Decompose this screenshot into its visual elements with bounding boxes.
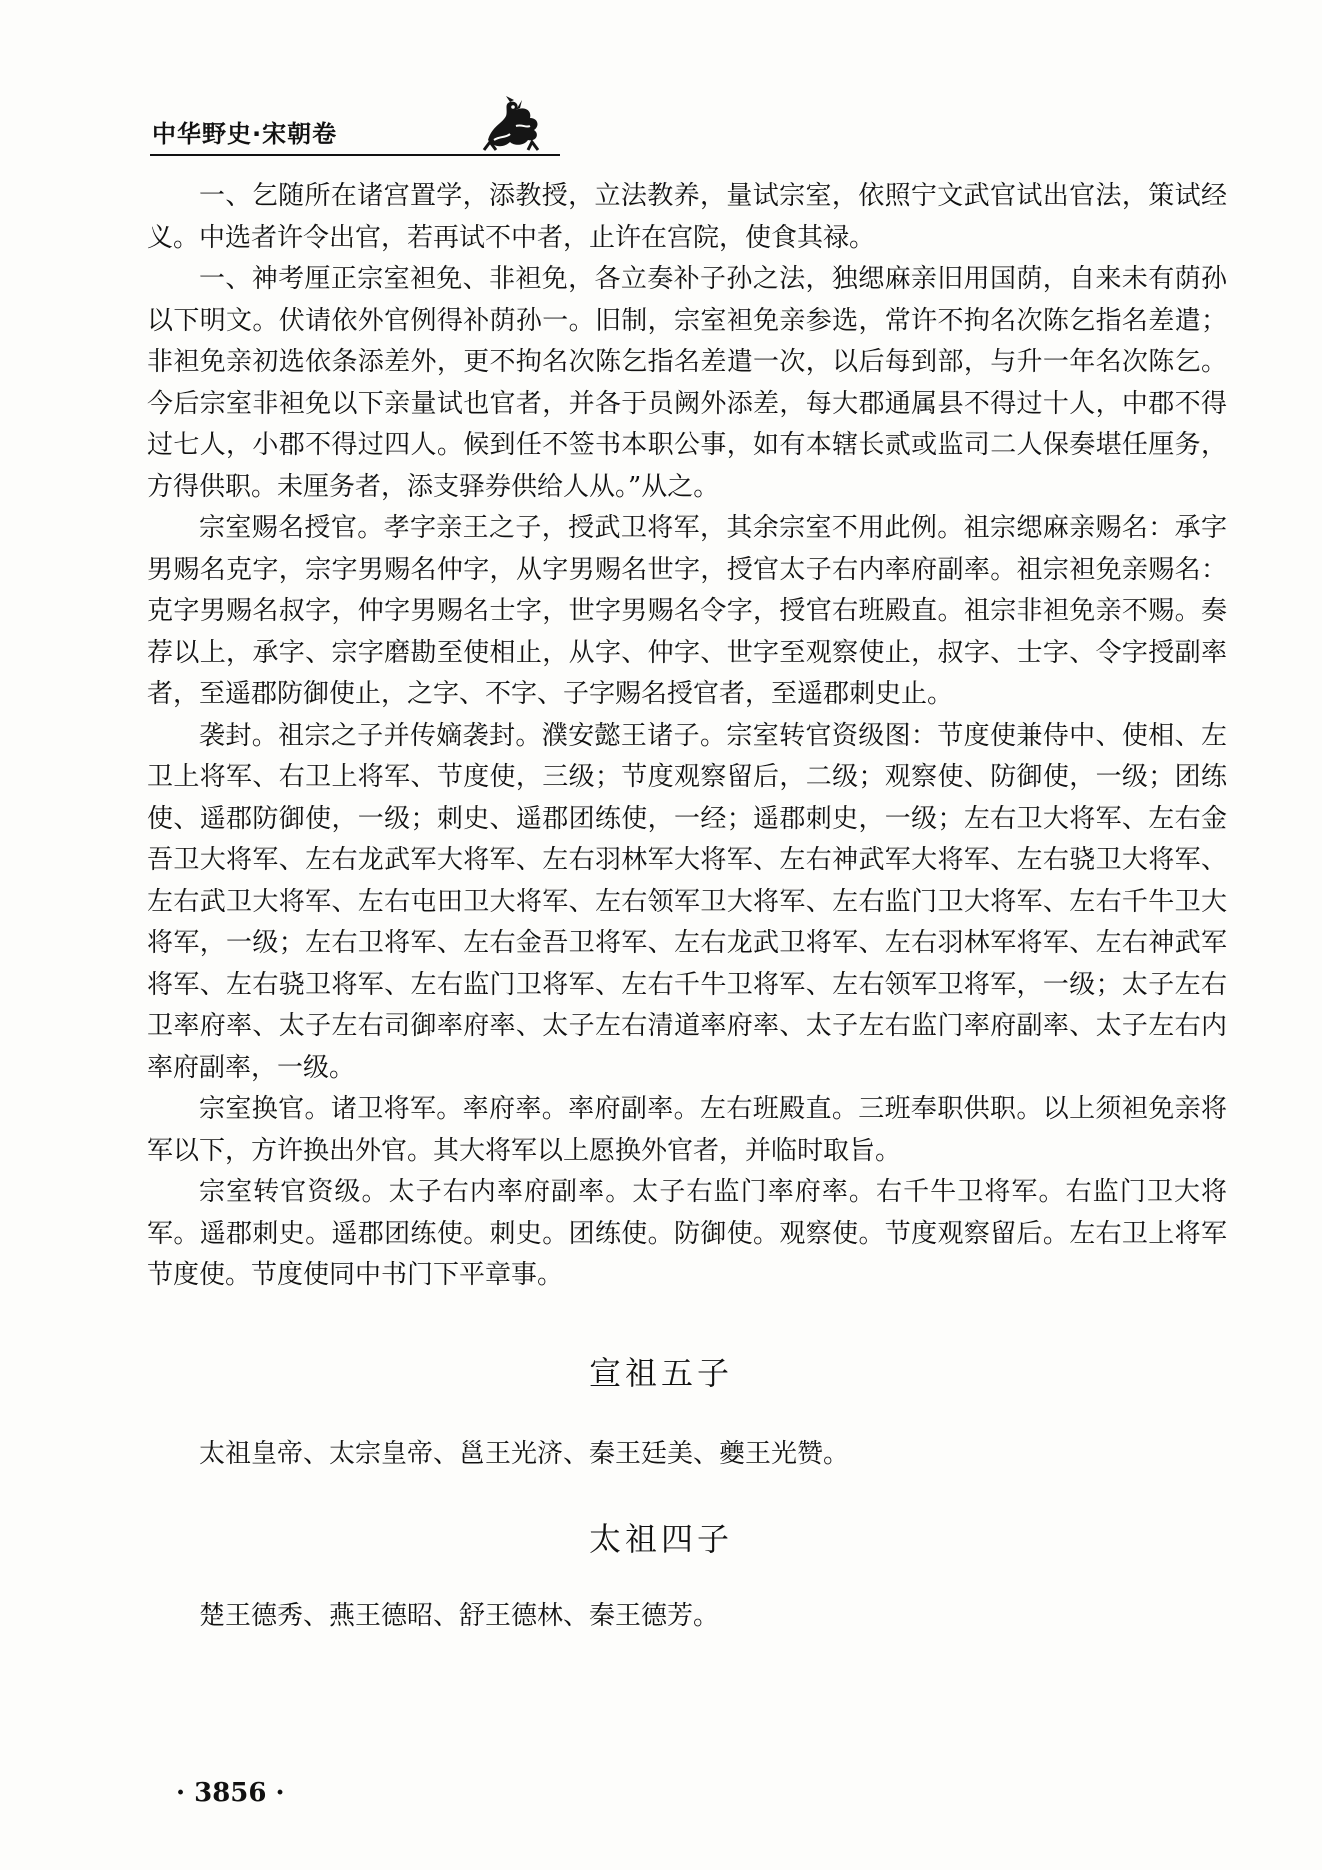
paragraph-6: 宗室转官资级。太子右内率府副率。太子右监门率府率。右千牛卫将军。右监门卫大将军。遥郡刺史。遥郡团练使。刺史。团练使。防御使。观察使。节度观察留后。左右卫上将军节度使。节度使同中书门下平章事。 [147,1177,1227,1290]
section-text-xuanzu: 太祖皇帝、太宗皇帝、邕王光济、秦王廷美、夔王光赞。 [199,1439,850,1469]
section-heading-taizu: 太祖四子 [588,1520,733,1558]
book-title: 中华野史·宋朝卷 [152,120,338,148]
running-header [150,104,560,156]
main-text [147,176,1227,1297]
paragraph-3: 宗室赐名授官。孝字亲王之子，授武卫将军，其余宗室不用此例。祖宗缌麻亲赐名：承字男赐名克字，宗字男赐名仲字，从字男赐名世字，授官太子右内率府副率。祖宗袒免亲赐名：克字男赐名叔字，仲字男赐名士字，世字男赐名令字，授官右班殿直。祖宗非袒免亲不赐。奏荐以上，承字、宗字磨勘至使相止，从字、仲字、世字至观察使止，叔字、士字、令字授副率者，至遥郡防御使止，之字、不字、子字赐名授官者，至遥郡刺史止。 [147,513,1227,709]
paragraph-4: 袭封。祖宗之子并传嫡袭封。濮安懿王诸子。宗室转官资级图：节度使兼侍中、使相、左卫上将军、右卫上将军、节度使，三级；节度观察留后，二级；观察使、防御使，一级；团练使、遥郡防御使，一级；刺史、遥郡团练使，一经；遥郡刺史，一级；左右卫大将军、左右金吾卫大将军、左右龙武军大将军、左右羽林军大将军、左右神武军大将军、左右骁卫大将军、左右武卫大将军、左右屯田卫大将军、左右领军卫大将军、左右监门卫大将军、左右千牛卫大将军，一级；左右卫将军、左右金吾卫将军、左右龙武卫将军、左右羽林军将军、左右神武军将军、左右骁卫将军、左右监门卫将军、左右千牛卫将军、左右领军卫将军，一级；太子左右卫率府率、太子左右司御率府率、太子左右清道率府率、太子左右监门率府副率、太子左右内率府副率，一级。 [147,720,1227,1083]
page-number: · 3856 · [176,1778,285,1808]
section-text-taizu: 楚王德秀、燕王德昭、舒王德林、秦王德芳。 [199,1601,720,1631]
paragraph-5: 宗室换官。诸卫将军。率府率。率府副率。左右班殿直。三班奉职供职。以上须袒免亲将军以下，方许换出外官。其大将军以上愿换外官者，并临时取旨。 [147,1094,1227,1166]
section-heading-xuanzu: 宣祖五子 [588,1354,733,1392]
paragraph-2: 一、神考厘正宗室袒免、非袒免，各立奏补子孙之法，独缌麻亲旧用国荫，自来未有荫孙以下明文。伏请依外官例得补荫孙一。旧制，宗室袒免亲参选，常许不拘名次陈乞指名差遣；非袒免亲初选依条添差外，更不拘名次陈乞指名差遣一次，以后每到部，与升一年名次陈乞。今后宗室非袒免以下亲量试也官者，并各于员阙外添差，每大郡通属县不得过十人，中郡不得过七人，小郡不得过四人。候到任不签书本职公事，如有本辖长贰或监司二人保奏堪任厘务，方得供职。未厘务者，添支驿券供给人从。”从之。 [147,264,1227,502]
dragon-emblem-icon [480,96,546,152]
paragraph-1: 一、乞随所在诸宫置学，添教授，立法教养，量试宗室，依照宁文武官试出官法，策试经义。中选者许令出官，若再试不中者，止许在宫院，使食其禄。 [147,181,1227,253]
